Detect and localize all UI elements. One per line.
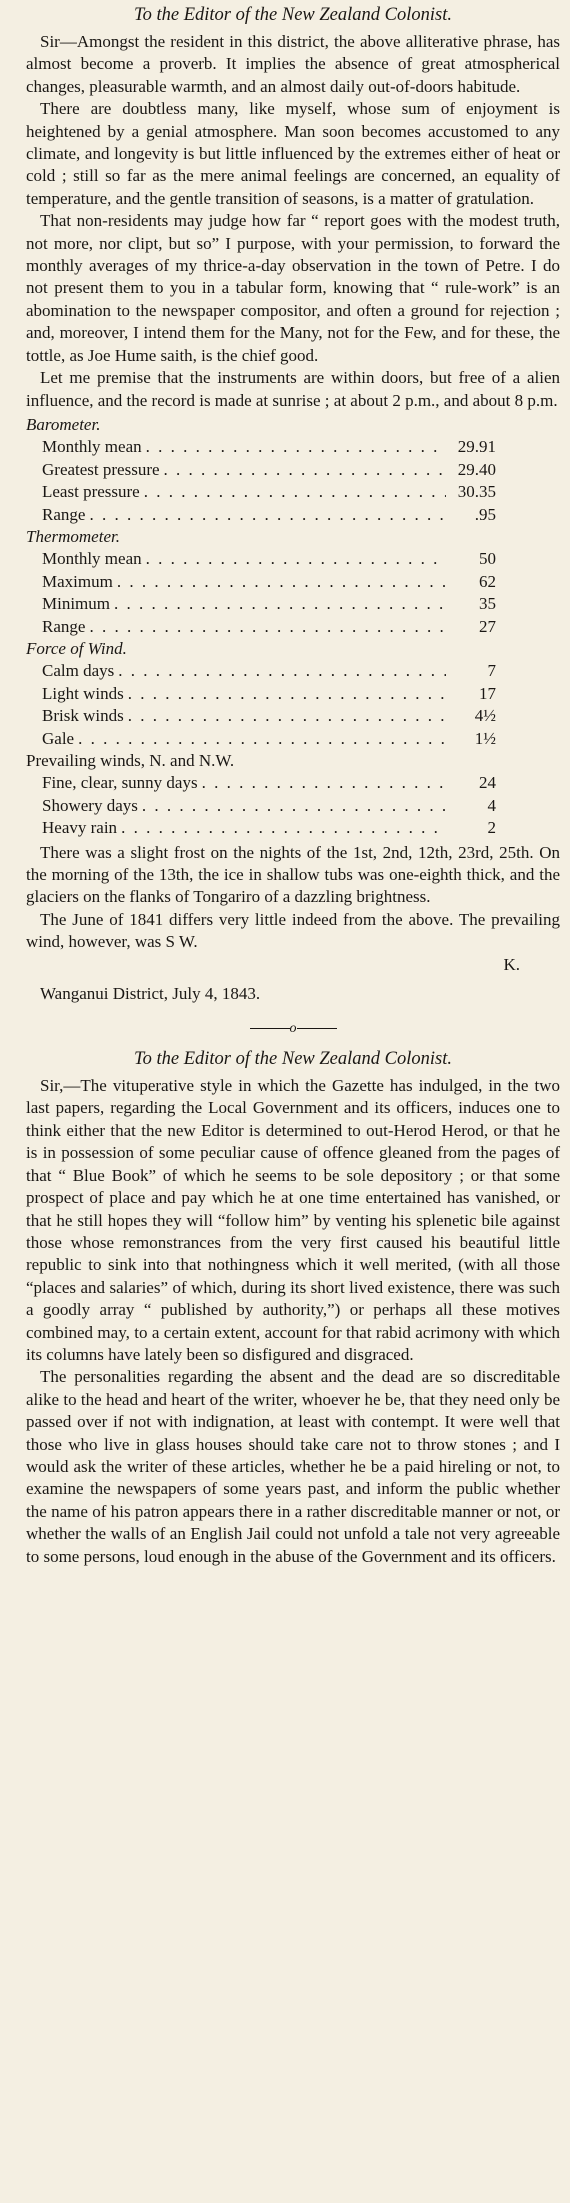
divider-rule-right [297, 1028, 337, 1029]
divider-rule-left [250, 1028, 290, 1029]
letter2-paragraph-2: The personalities regarding the absent and the dead are so discreditable alike to the head and heart of the writer, whoever he be, that they need only be passed over if not with indignation, at least with contempt. It were well that those who live in glass houses should take care not to throw stones ; and I would ask the writer of these articles, whether he be a paid hireling or not, to examine the newspapers of some years past, and inform the public whether the name of his patron appears there in a rather discreditable manner or not, or whether the walls of an English Jail could not unfold a tale not very agreeable to some persons, loud enough in the abuse of the Government and its officers. [26, 1367, 560, 1566]
weather-table [26, 414, 560, 840]
divider-mark: o [289, 1021, 297, 1037]
letter2-heading: To the Editor of the New Zealand Colonist. [134, 1049, 452, 1070]
table-row: Monthly mean . . . 29.91 [26, 436, 496, 458]
table-row: Minimum . . . 35 [26, 593, 496, 615]
letter1-signature: K. [503, 954, 520, 974]
table-row: Fine, clear, sunny days . . . 24 [26, 772, 496, 794]
table-row: Least pressure . . . 30.35 [26, 481, 496, 503]
table-row: Brisk winds . . . 4½ [26, 705, 496, 727]
letter1-heading: To the Editor of the New Zealand Colonist. [134, 5, 452, 25]
letter1-paragraph-2: There are doubtless many, like myself, whose sum of enjoyment is heightened by a genial atmosphere. Man soon becomes accustomed to any climate, and longevity is but little influenced by the extremes either of heat or cold ; still so far as the mere animal feelings are concerned, an equality of temperature, and the gentle transition of seasons, is a matter of gratulation. [26, 99, 560, 208]
letter1-closing-2: The June of 1841 differs very little indeed from the above. The prevailing wind, however, was S W. [26, 909, 560, 952]
table-row: Gale . . . 1½ [26, 728, 496, 750]
letter1-paragraph-3: That non-residents may judge how far “ report goes with the modest truth, not more, nor clipt, but so” I purpose, with your permission, to forward the monthly averages of my thrice-a-day observation in the town of Petre. I do not present them to you in a tabular form, knowing that “ rule-work” is an abomination to the newspaper compositor, and often a ground for rejection ; and, moreover, I intend them for the Many, not for the Few, and for these, the tottle, as Joe Hume saith, is the chief good. [26, 211, 560, 365]
section-divider [26, 1020, 560, 1038]
prevailing-winds: Prevailing winds, N. and N.W. [26, 751, 235, 770]
table-row: Light winds . . . 17 [26, 683, 496, 705]
table-row: Heavy rain . . . 2 [26, 817, 496, 839]
letter1-closing-1: There was a slight frost on the nights of the 1st, 2nd, 12th, 23rd, 25th. On the morning of the 13th, the ice in shallow tubs was one-eighth thick, and the glaciers on the flanks of Tongariro of a dazzling brightness. [26, 842, 560, 907]
letter1-paragraph-4: Let me premise that the instruments are within doors, but free of a alien influence, and the record is made at sunrise ; at about 2 p.m., and about 8 p.m. [26, 368, 560, 410]
table-row: Maximum . . . 62 [26, 571, 496, 593]
table-row: Greatest pressure . . . 29.40 [26, 459, 496, 481]
table-row: Range . . . 27 [26, 616, 496, 638]
letter1-paragraph-1: Sir—Amongst the resident in this district, the above alliterative phrase, has almost become a proverb. It implies the absence of great atmospherical changes, pleasurable warmth, and an almost daily out-of-doors habitude. [26, 32, 560, 96]
thermometer-heading: Thermometer. [26, 526, 120, 546]
table-row: Range . . . .95 [26, 504, 496, 526]
table-row: Monthly mean . . . 50 [26, 548, 496, 570]
letter1-dateline: Wanganui District, July 4, 1843. [40, 984, 261, 1004]
barometer-heading: Barometer. [26, 414, 101, 434]
wind-heading: Force of Wind. [26, 638, 127, 658]
table-row: Showery days . . . 4 [26, 795, 496, 817]
table-row: Calm days . . . 7 [26, 660, 496, 682]
letter2-paragraph-1: Sir,—The vituperative style in which the Gazette has indulged, in the two last papers, regarding the Local Government and its officers, induces one to think either that the new Editor is determined to out-Herod Herod, or that he is in possession of some peculiar cause of offence gleaned from the pages of that “ Blue Book” of which he seems to be sole depository ; or that some prospect of place and pay which he at one time entertained has vanished, or that he still hopes they will “follow him” by venting his splenetic bile against those whose remonstrances from the very first caused his beautiful little republic to sink into that nothingness which it well merited, (with all those “places and salaries” of which, during its short lived existence, there was such a goodly array “ published by authority,”) or perhaps all these motives combined may, to a certain extent, account for that rabid acrimony with which its columns have lately been so disfigured and disgraced. [26, 1076, 560, 1364]
